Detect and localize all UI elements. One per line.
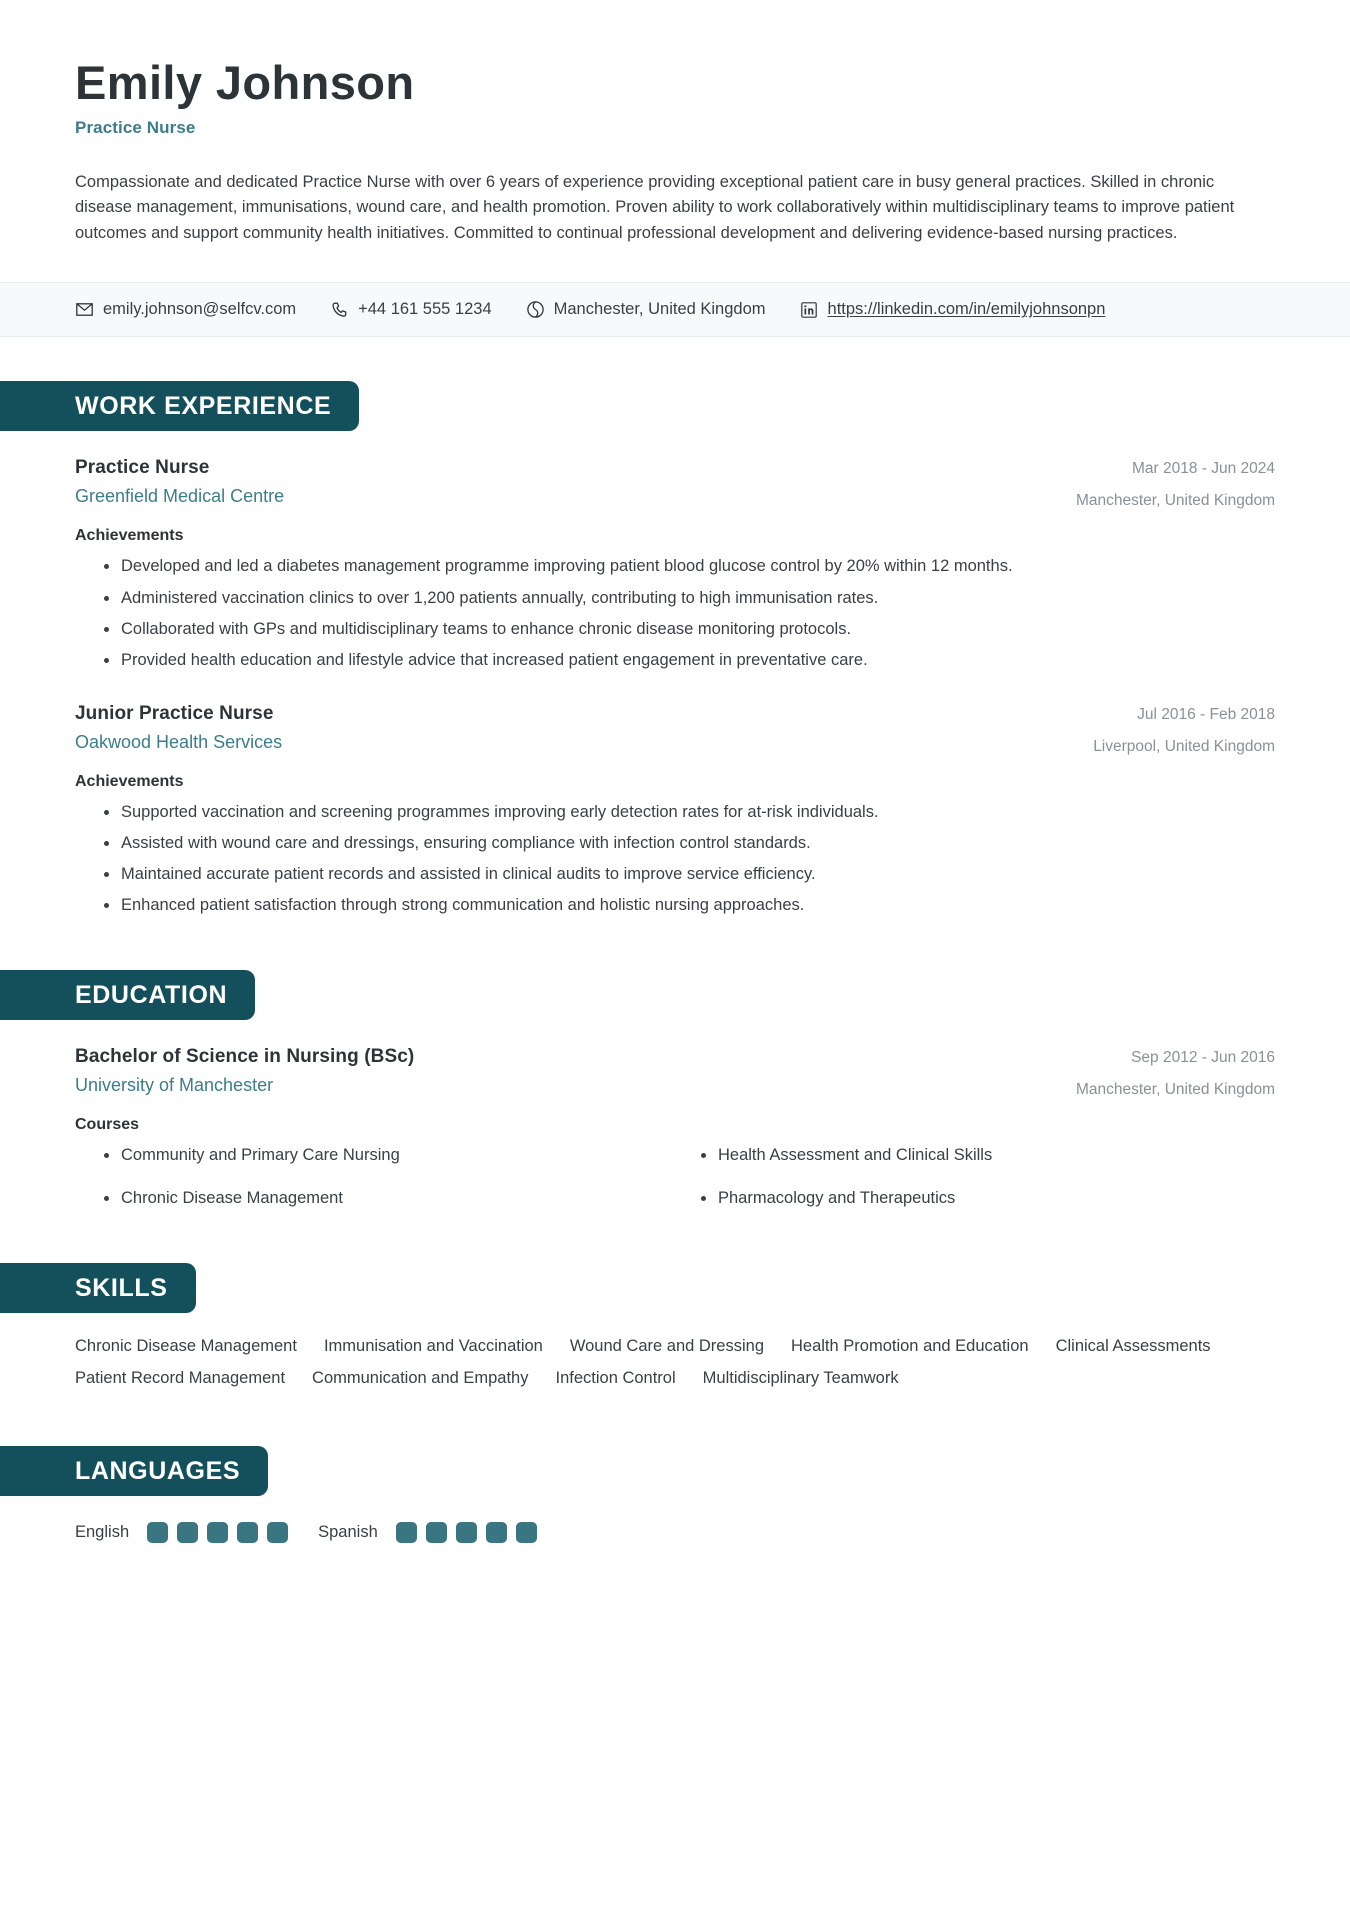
work-entry-head: [75, 457, 1275, 510]
phone-icon: [330, 300, 349, 319]
skill-item: Chronic Disease Management: [75, 1336, 297, 1355]
section-skills: [0, 1263, 1350, 1388]
skill-item: Wound Care and Dressing: [569, 1336, 764, 1355]
education-entry-head: [75, 1046, 1275, 1099]
skills-body: [0, 1337, 1350, 1388]
education-entry-dates: Sep 2012 - Jun 2016: [1131, 1049, 1275, 1067]
contact-bar: [0, 282, 1350, 337]
education-entry-sublabel: Courses: [75, 1116, 140, 1134]
list-item: Health Assessment and Clinical Skills: [718, 1143, 1275, 1168]
language-name: Spanish: [318, 1522, 378, 1541]
language-rating-square: [177, 1522, 198, 1543]
language-item: [75, 1522, 288, 1543]
work-entry-left: [75, 457, 1046, 507]
list-item: Administered vaccination clinics to over 1,200 patients annually, contributing to high immunisation rates.: [121, 586, 1275, 611]
work-entry-left: [75, 703, 1063, 753]
section-languages: [0, 1446, 1350, 1543]
professional-summary: Compassionate and dedicated Practice Nurse with over 6 years of experience providing exceptional patient care in busy general practices. Skilled in chronic disease management, immunisations, wound care, and health promotion. Proven ability to work collaboratively within multidisciplinary teams to improve patient outcomes and support community health initiatives. Committed to continual professional development and delivering evidence-based nursing practices.: [75, 172, 1235, 242]
section-heading-work: WORK EXPERIENCE: [0, 381, 359, 431]
skills-list: [75, 1337, 1275, 1388]
section-education: [0, 970, 1350, 1211]
list-item: Pharmacology and Therapeutics: [718, 1186, 1275, 1211]
language-rating-square: [426, 1522, 447, 1543]
resume-header: [0, 0, 1350, 246]
work-entry-dates: Mar 2018 - Jun 2024: [1131, 460, 1275, 478]
linkedin-icon: [800, 300, 819, 319]
contact-email-text: emily.johnson@selfcv.com: [103, 300, 297, 319]
section-work-experience: [0, 381, 1350, 918]
work-entry: [75, 703, 1275, 918]
skill-item: Communication and Empathy: [312, 1368, 529, 1387]
work-entry-sublabel: Achievements: [75, 527, 184, 545]
courses-grid: [75, 1143, 1275, 1211]
list-item: Collaborated with GPs and multidisciplinary teams to enhance chronic disease monitoring protocols.: [121, 617, 1275, 642]
section-heading-skills: SKILLS: [0, 1263, 196, 1313]
language-rating-square: [147, 1522, 168, 1543]
work-entry-right: [1093, 703, 1275, 756]
list-item: Developed and led a diabetes management programme improving patient blood glucose control by 20% within 12 months.: [121, 554, 1275, 579]
section-heading-languages: LANGUAGES: [0, 1446, 268, 1496]
education-entry-location: Manchester, United Kingdom: [1075, 1081, 1275, 1099]
work-entry-location: Manchester, United Kingdom: [1075, 492, 1275, 510]
list-item: Provided health education and lifestyle advice that increased patient engagement in preventative care.: [121, 648, 1275, 673]
work-entry-head: [75, 703, 1275, 756]
language-rating-square: [486, 1522, 507, 1543]
education-entry-organization: University of Manchester: [75, 1075, 274, 1096]
work-entry-organization: Greenfield Medical Centre: [75, 486, 285, 507]
list-item: Community and Primary Care Nursing: [121, 1143, 678, 1168]
skill-item: Health Promotion and Education: [791, 1336, 1029, 1355]
education-entries: [0, 1046, 1350, 1211]
work-entries: [0, 457, 1350, 918]
work-entry-title: Junior Practice Nurse: [75, 702, 274, 724]
contact-linkedin-text: https://linkedin.com/in/emilyjohnsonpn: [827, 300, 1106, 319]
language-rating: [147, 1522, 288, 1543]
work-entry-title: Practice Nurse: [75, 457, 210, 479]
section-heading-education: EDUCATION: [0, 970, 255, 1020]
language-rating: [396, 1522, 537, 1543]
language-rating-square: [516, 1522, 537, 1543]
education-entry-left: [75, 1046, 1046, 1096]
page-title: Emily Johnson: [75, 56, 415, 109]
language-rating-square: [207, 1522, 228, 1543]
envelope-icon: [75, 300, 94, 319]
language-item: [318, 1522, 537, 1543]
contact-location-text: Manchester, United Kingdom: [553, 300, 766, 319]
list-item: Assisted with wound care and dressings, ensuring compliance with infection control standards.: [121, 831, 1275, 856]
language-rating-square: [267, 1522, 288, 1543]
work-entry-bullets: [75, 554, 1275, 672]
list-item: Maintained accurate patient records and assisted in clinical audits to improve service efficiency.: [121, 862, 1275, 887]
work-entry-sublabel: Achievements: [75, 772, 184, 790]
work-entry-location: Liverpool, United Kingdom: [1093, 737, 1275, 755]
education-entry-right: [1076, 1046, 1275, 1099]
globe-icon: [526, 300, 545, 319]
language-rating-square: [456, 1522, 477, 1543]
list-item: Supported vaccination and screening programmes improving early detection rates for at-risk individuals.: [121, 800, 1275, 825]
skill-item: Multidisciplinary Teamwork: [702, 1368, 899, 1387]
language-name: English: [75, 1522, 130, 1541]
education-entry: [75, 1046, 1275, 1211]
skill-item: Immunisation and Vaccination: [323, 1336, 543, 1355]
work-entry-dates: Jul 2016 - Feb 2018: [1137, 705, 1275, 723]
language-rating-square: [237, 1522, 258, 1543]
languages-list: [75, 1522, 1275, 1543]
skill-item: Clinical Assessments: [1055, 1336, 1211, 1355]
work-entry-right: [1076, 457, 1275, 510]
header-job-title: Practice Nurse: [75, 117, 196, 137]
work-entry: [75, 457, 1275, 672]
language-rating-square: [396, 1522, 417, 1543]
contact-linkedin[interactable]: [800, 300, 1106, 319]
list-item: Chronic Disease Management: [121, 1186, 678, 1211]
contact-phone-text: +44 161 555 1234: [358, 300, 492, 319]
skill-item: Infection Control: [555, 1368, 676, 1387]
work-entry-bullets: [75, 800, 1275, 918]
education-entry-title: Bachelor of Science in Nursing (BSc): [75, 1046, 415, 1068]
skill-item: Patient Record Management: [75, 1368, 286, 1387]
contact-location: [526, 300, 766, 319]
contact-phone[interactable]: [330, 300, 492, 319]
work-entry-organization: Oakwood Health Services: [75, 731, 283, 752]
contact-email[interactable]: [75, 300, 296, 319]
list-item: Enhanced patient satisfaction through strong communication and holistic nursing approaches.: [121, 893, 1275, 918]
languages-body: [0, 1522, 1350, 1543]
